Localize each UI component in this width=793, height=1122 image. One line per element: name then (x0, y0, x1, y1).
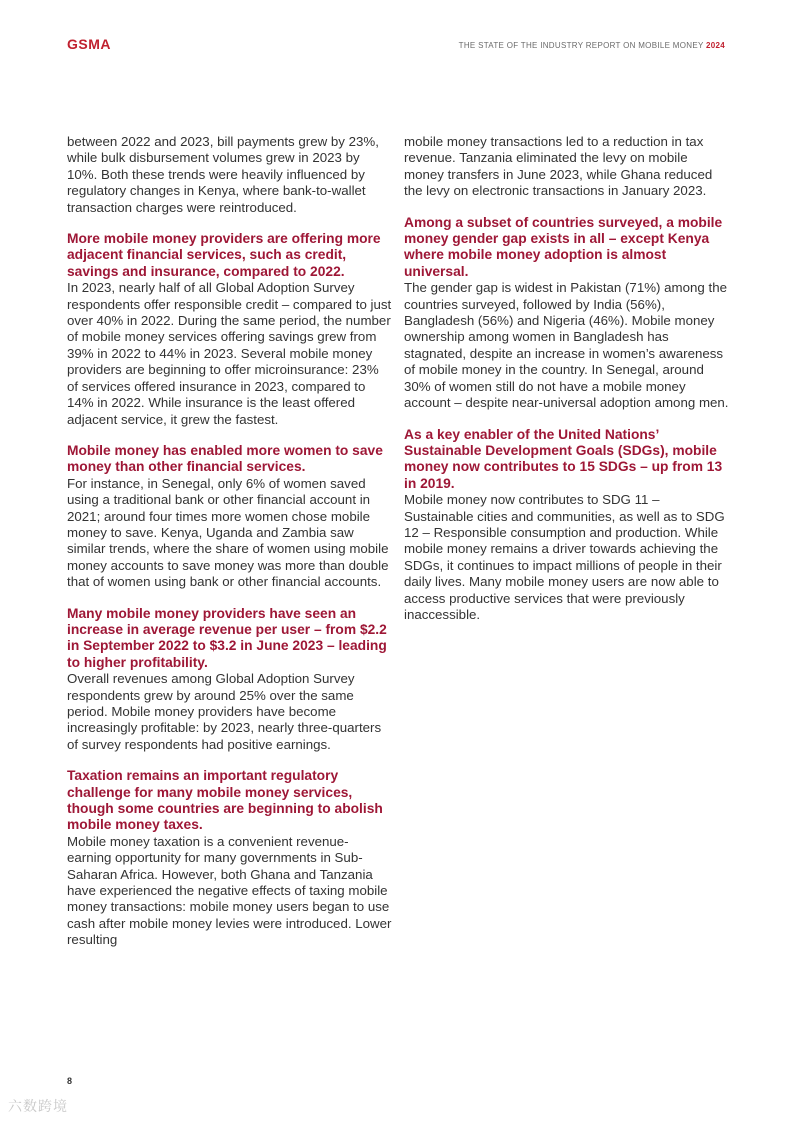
section-body: Overall revenues among Global Adoption Survey respondents grew by around 25% over the same period. Mobile money providers have become increasingly profitable: by 2023, nearly three-quarters of survey respondents had positive earnings. (67, 671, 382, 752)
watermark: 六数跨境 (8, 1098, 68, 1114)
section-heading: More mobile money providers are offering more adjacent financial services, such as credit, savings and insurance, compared to 2022. (67, 231, 381, 279)
section-body: Mobile money taxation is a convenient revenue-earning opportunity for many governments in Sub-Saharan Africa. However, both Ghana and Tanzania have experienced the negative effects of taxing mobile money transactions: mobile money users began to use cash after mobile money levies were introduced. Lower resulting (67, 833, 392, 948)
section-body: Mobile money now contributes to SDG 11 – Sustainable cities and communities, as well as to SDG 12 – Responsible consumption and production. While mobile money remains a driver towards achieving the SDGs, it continues to impact millions of people in their daily lives. Many mobile money users are now able to access productive services that were previously inaccessible. (404, 492, 725, 622)
right-intro-paragraph: mobile money transactions led to a reduction in tax revenue. Tanzania eliminated the levy on mobile money transfers in June 2023, while Ghana reduced the levy on electronic transactions in January 2023. (404, 134, 713, 199)
section-heading: As a key enabler of the United Nations’ Sustainable Development Goals (SDGs), mobile money now contributes to 15 SDGs – up from 13 in 2019. (404, 426, 723, 491)
page-number: 8 (67, 1076, 73, 1086)
section-heading: Mobile money has enabled more women to save money than other financial services. (67, 442, 383, 475)
section-heading: Among a subset of countries surveyed, a mobile money gender gap exists in all – except Kenya where mobile money adoption is almost universal. (404, 214, 723, 279)
section-heading: Taxation remains an important regulatory challenge for many mobile money services, though some countries are beginning to abolish mobile money taxes. (67, 768, 383, 833)
left-intro-paragraph: between 2022 and 2023, bill payments grew by 23%, while bulk disbursement volumes grew in 2023 by 10%. Both these trends were heavily influenced by regulatory changes in Kenya, where bank-to-wallet transaction charges were reintroduced. (67, 134, 379, 215)
report-title (459, 41, 725, 50)
report-title-text: THE STATE OF THE INDUSTRY REPORT ON MOBILE MONEY (458, 41, 704, 50)
report-year: 2024 (706, 41, 725, 50)
section-body: In 2023, nearly half of all Global Adoption Survey respondents offer responsible credit – compared to just over 40% in 2022. During the same period, the number of mobile money services offering savings grew from 39% in 2022 to 44% in 2023. Several mobile money providers are beginning to offer microinsurance: 23% of services offered insurance in 2023, compared to 14% in 2022. While insurance is the least offered adjacent service, it grew the fastest. (67, 280, 392, 427)
gsma-logo: GSMA (67, 36, 111, 52)
left-column (67, 134, 392, 949)
right-column (404, 134, 729, 623)
section-body: The gender gap is widest in Pakistan (71%) among the countries surveyed, followed by India (56%), Bangladesh (56%) and Nigeria (46%). Mobile money ownership among women in Bangladesh has stagnated, despite an increase in women’s awareness of mobile money in the country. In Senegal, around 30% of women still do not have a mobile money account – despite near-universal adoption among men. (404, 280, 729, 411)
section-body: For instance, in Senegal, only 6% of women saved using a traditional bank or other financial account in 2021; around four times more women chose mobile money to save. Kenya, Uganda and Zambia saw similar trends, where the share of women using mobile money accounts to save money was more than double that of women using bank or other financial accounts. (67, 475, 389, 590)
section-heading: Many mobile money providers have seen an increase in average revenue per user – from $2.2 in September 2022 to $3.2 in June 2023 – leading to higher profitability. (67, 605, 387, 670)
